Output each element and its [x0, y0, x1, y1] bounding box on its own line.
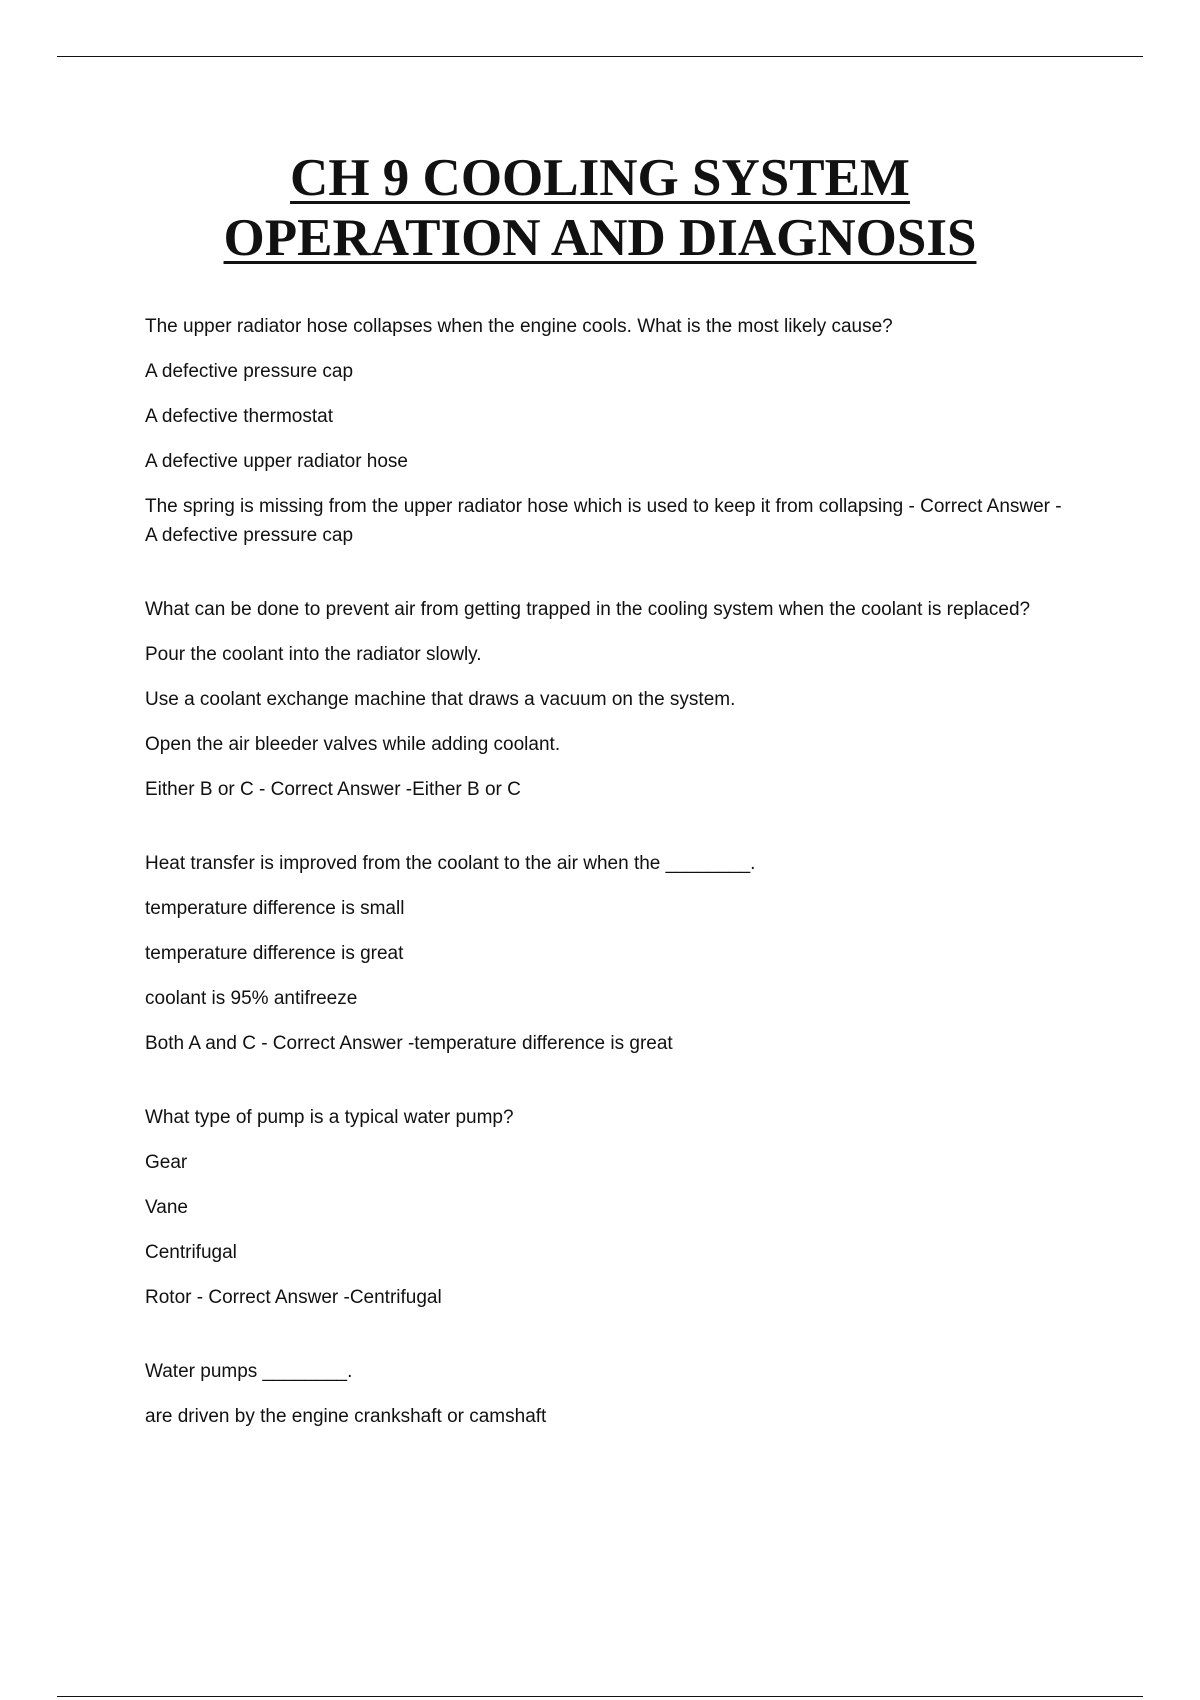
answer-line: Either B or C - Correct Answer -Either B or C [145, 779, 521, 800]
answer-option: A defective upper radiator hose [145, 451, 409, 472]
answer-line: Both A and C - Correct Answer -temperature difference is great [145, 1033, 673, 1054]
answer-option: are driven by the engine crankshaft or camshaft [145, 1406, 547, 1427]
answer-option: coolant is 95% antifreeze [145, 988, 358, 1009]
bottom-rule [57, 1696, 1143, 1697]
answer-option: temperature difference is great [145, 943, 404, 964]
answer-option: Pour the coolant into the radiator slowly. [145, 644, 482, 665]
question-block [145, 595, 1065, 804]
answer-option: Vane [145, 1197, 188, 1218]
page-title [0, 148, 1200, 268]
answer-line: Rotor - Correct Answer -Centrifugal [145, 1287, 442, 1308]
answer-option: A defective thermostat [145, 406, 333, 427]
question-block [145, 849, 1065, 1058]
question-block [145, 1357, 1065, 1431]
question-text: What type of pump is a typical water pump? [145, 1107, 514, 1128]
answer-option: Use a coolant exchange machine that draws a vacuum on the system. [145, 689, 736, 710]
title-line-1: CH 9 COOLING SYSTEM [290, 149, 910, 207]
title-line-2: OPERATION AND DIAGNOSIS [223, 209, 977, 267]
question-list [145, 312, 1065, 1476]
answer-option: temperature difference is small [145, 898, 405, 919]
top-rule [57, 56, 1143, 57]
question-text: Water pumps ________. [145, 1361, 353, 1382]
answer-option: Open the air bleeder valves while adding coolant. [145, 734, 561, 755]
question-block [145, 1103, 1065, 1312]
answer-line: The spring is missing from the upper radiator hose which is used to keep it from collapsing - Correct Answer -A defective pressure cap [145, 496, 1062, 546]
answer-option: Centrifugal [145, 1242, 237, 1263]
question-text: The upper radiator hose collapses when the engine cools. What is the most likely cause? [145, 316, 893, 337]
answer-option: A defective pressure cap [145, 361, 354, 382]
question-text: What can be done to prevent air from getting trapped in the cooling system when the coolant is replaced? [145, 599, 1031, 620]
question-text: Heat transfer is improved from the coolant to the air when the ________. [145, 853, 756, 874]
question-block [145, 312, 1065, 550]
answer-option: Gear [145, 1152, 188, 1173]
